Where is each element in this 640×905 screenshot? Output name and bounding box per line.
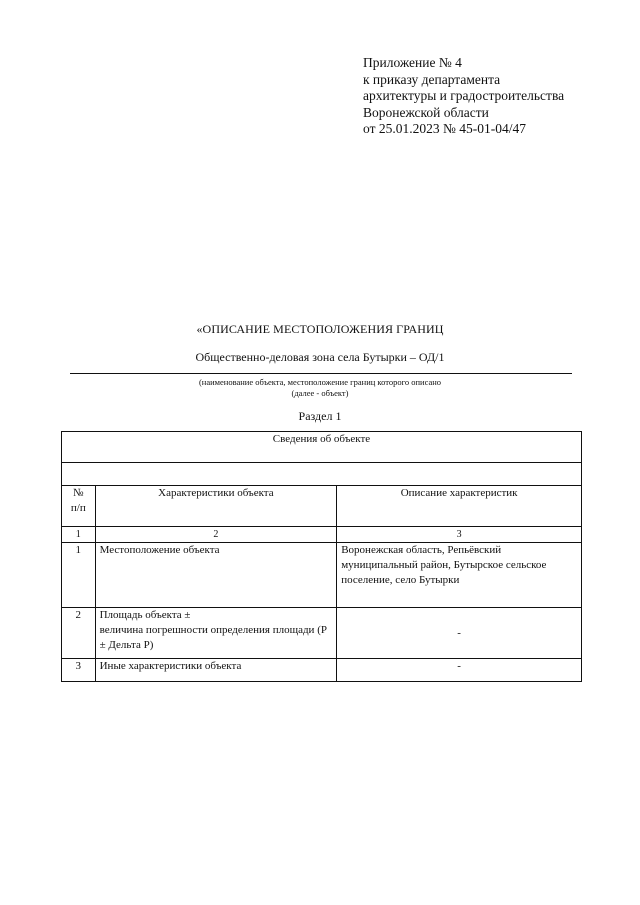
appendix-line: от 25.01.2023 № 45-01-04/47 [363, 121, 526, 136]
appendix-line: к приказу департамента [363, 71, 501, 87]
object-name: Общественно-деловая зона села Бутырки – ОД/1 [195, 350, 445, 364]
object-caption [0, 377, 640, 399]
object-info-table [61, 431, 582, 682]
row-number: 3 [62, 659, 96, 682]
document-title: «ОПИСАНИЕ МЕСТОПОЛОЖЕНИЯ ГРАНИЦ [196, 322, 444, 336]
appendix-line: Приложение № 4 [363, 55, 462, 70]
table-header: Сведения об объекте [62, 432, 582, 463]
section-title: Раздел 1 [298, 409, 342, 423]
appendix-line: архитектуры и градостроительства [363, 88, 565, 103]
characteristic-line: величина погрешности определения площади (P ± Дельта P) [99, 624, 327, 651]
col-number: 1 [62, 527, 96, 543]
col-number: 2 [95, 527, 337, 543]
characteristic-line: Площадь объекта ± [99, 609, 191, 621]
col-description-header: Описание характеристик [337, 486, 582, 527]
col-characteristics-header: Характеристики объекта [95, 486, 337, 527]
col-num-line: п/п [70, 502, 86, 514]
col-number: 3 [337, 527, 582, 543]
row-description: - [337, 608, 582, 659]
table-row [62, 543, 582, 608]
table-row [62, 608, 582, 659]
table-column-headers [62, 486, 582, 527]
row-number: 1 [62, 543, 96, 608]
underline-rule [70, 373, 572, 374]
caption-line: (далее - объект) [291, 388, 349, 398]
row-characteristic [95, 608, 337, 659]
col-num-line: № [73, 487, 84, 499]
row-description: - [337, 659, 582, 682]
table-column-numbers [62, 527, 582, 543]
row-description: Воронежская область, Репьёвский муниципальный район, Бутырское сельское поселение, село Бутырки [337, 543, 582, 608]
col-num-header [62, 486, 96, 527]
caption-line: (наименование объекта, местоположение границ которого описано [198, 377, 442, 387]
appendix-line: Воронежской области [363, 104, 489, 120]
row-characteristic: Иные характеристики объекта [95, 659, 337, 682]
empty-cell [62, 463, 582, 486]
appendix-header [363, 55, 623, 138]
table-header-row [62, 432, 582, 463]
table-row [62, 659, 582, 682]
row-number: 2 [62, 608, 96, 659]
row-characteristic: Местоположение объекта [95, 543, 337, 608]
table-empty-row [62, 463, 582, 486]
